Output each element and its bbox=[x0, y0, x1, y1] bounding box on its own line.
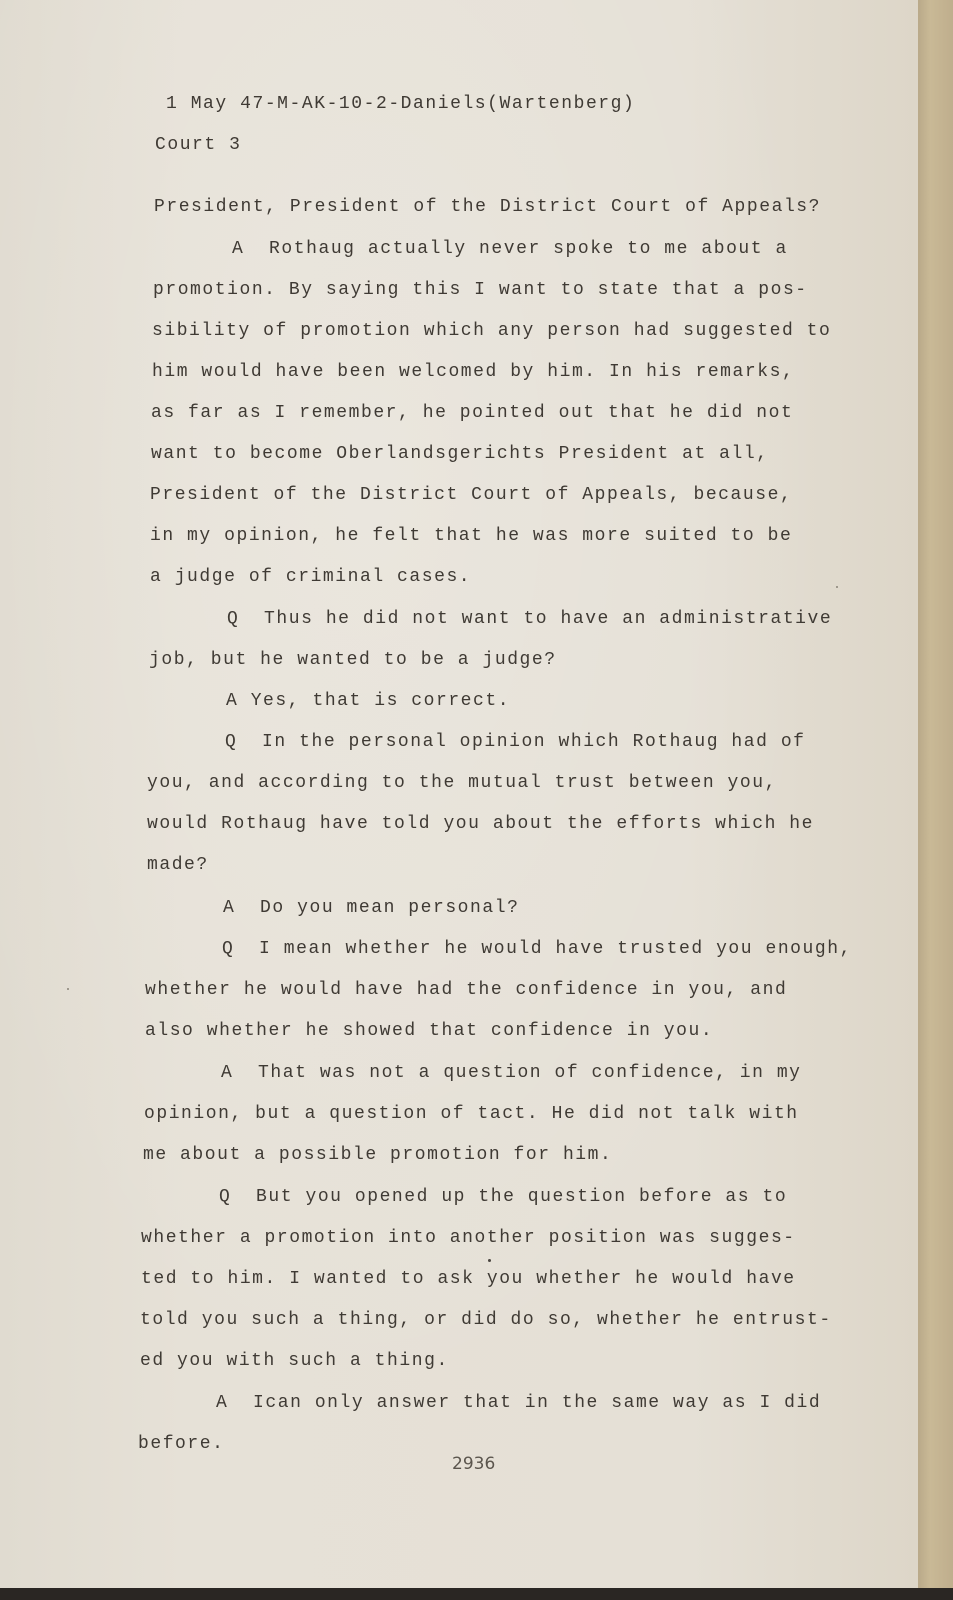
text-line: Q In the personal opinion which Rothaug had of bbox=[225, 732, 806, 752]
text-line: told you such a thing, or did do so, whether he entrust- bbox=[140, 1310, 832, 1330]
text-line: would Rothaug have told you about the efforts which he bbox=[147, 814, 814, 834]
text-line: him would have been welcomed by him. In his remarks, bbox=[152, 362, 795, 382]
text-line: opinion, but a question of tact. He did not talk with bbox=[144, 1104, 799, 1124]
text-line: in my opinion, he felt that he was more suited to be bbox=[150, 526, 793, 546]
text-line: whether a promotion into another position was sugges- bbox=[141, 1228, 796, 1248]
text-line: made? bbox=[147, 855, 209, 875]
text-line: A Yes, that is correct. bbox=[226, 691, 511, 711]
text-line: Q I mean whether he would have trusted you enough, bbox=[222, 939, 852, 959]
header-court: Court 3 bbox=[155, 135, 242, 155]
text-line: Q But you opened up the question before as to bbox=[219, 1187, 788, 1207]
text-line: President, President of the District Court of Appeals? bbox=[154, 197, 821, 217]
text-line: me about a possible promotion for him. bbox=[143, 1145, 613, 1165]
scan-border bbox=[0, 1588, 953, 1600]
text-line: A Do you mean personal? bbox=[223, 898, 520, 918]
page-number: 2936 bbox=[452, 1454, 496, 1474]
header-reference: 1 May 47-M-AK-10-2-Daniels(Wartenberg) bbox=[166, 94, 636, 114]
text-line: as far as I remember, he pointed out that he did not bbox=[151, 403, 794, 423]
text-line: A Ican only answer that in the same way as I did bbox=[216, 1393, 822, 1413]
text-line: job, but he wanted to be a judge? bbox=[149, 650, 557, 670]
ink-speck bbox=[488, 1259, 491, 1262]
text-line: ted to him. I wanted to ask you whether he would have bbox=[141, 1269, 796, 1289]
text-line: promotion. By saying this I want to state that a pos- bbox=[153, 280, 808, 300]
text-line: you, and according to the mutual trust between you, bbox=[147, 773, 777, 793]
text-line: sibility of promotion which any person had suggested to bbox=[152, 321, 832, 341]
ink-speck bbox=[836, 586, 838, 588]
text-line: a judge of criminal cases. bbox=[150, 567, 472, 587]
text-line: also whether he showed that confidence in you. bbox=[145, 1021, 714, 1041]
text-line: before. bbox=[138, 1434, 225, 1454]
text-line: President of the District Court of Appeals, because, bbox=[150, 485, 793, 505]
text-line: Q Thus he did not want to have an administrative bbox=[227, 609, 833, 629]
text-line: ed you with such a thing. bbox=[140, 1351, 449, 1371]
text-line: A That was not a question of confidence, in my bbox=[221, 1063, 802, 1083]
text-line: want to become Oberlandsgerichts President at all, bbox=[151, 444, 769, 464]
text-line: A Rothaug actually never spoke to me about a bbox=[232, 239, 788, 259]
ink-speck bbox=[67, 988, 69, 990]
text-line: whether he would have had the confidence in you, and bbox=[145, 980, 788, 1000]
page-edge bbox=[918, 0, 953, 1600]
